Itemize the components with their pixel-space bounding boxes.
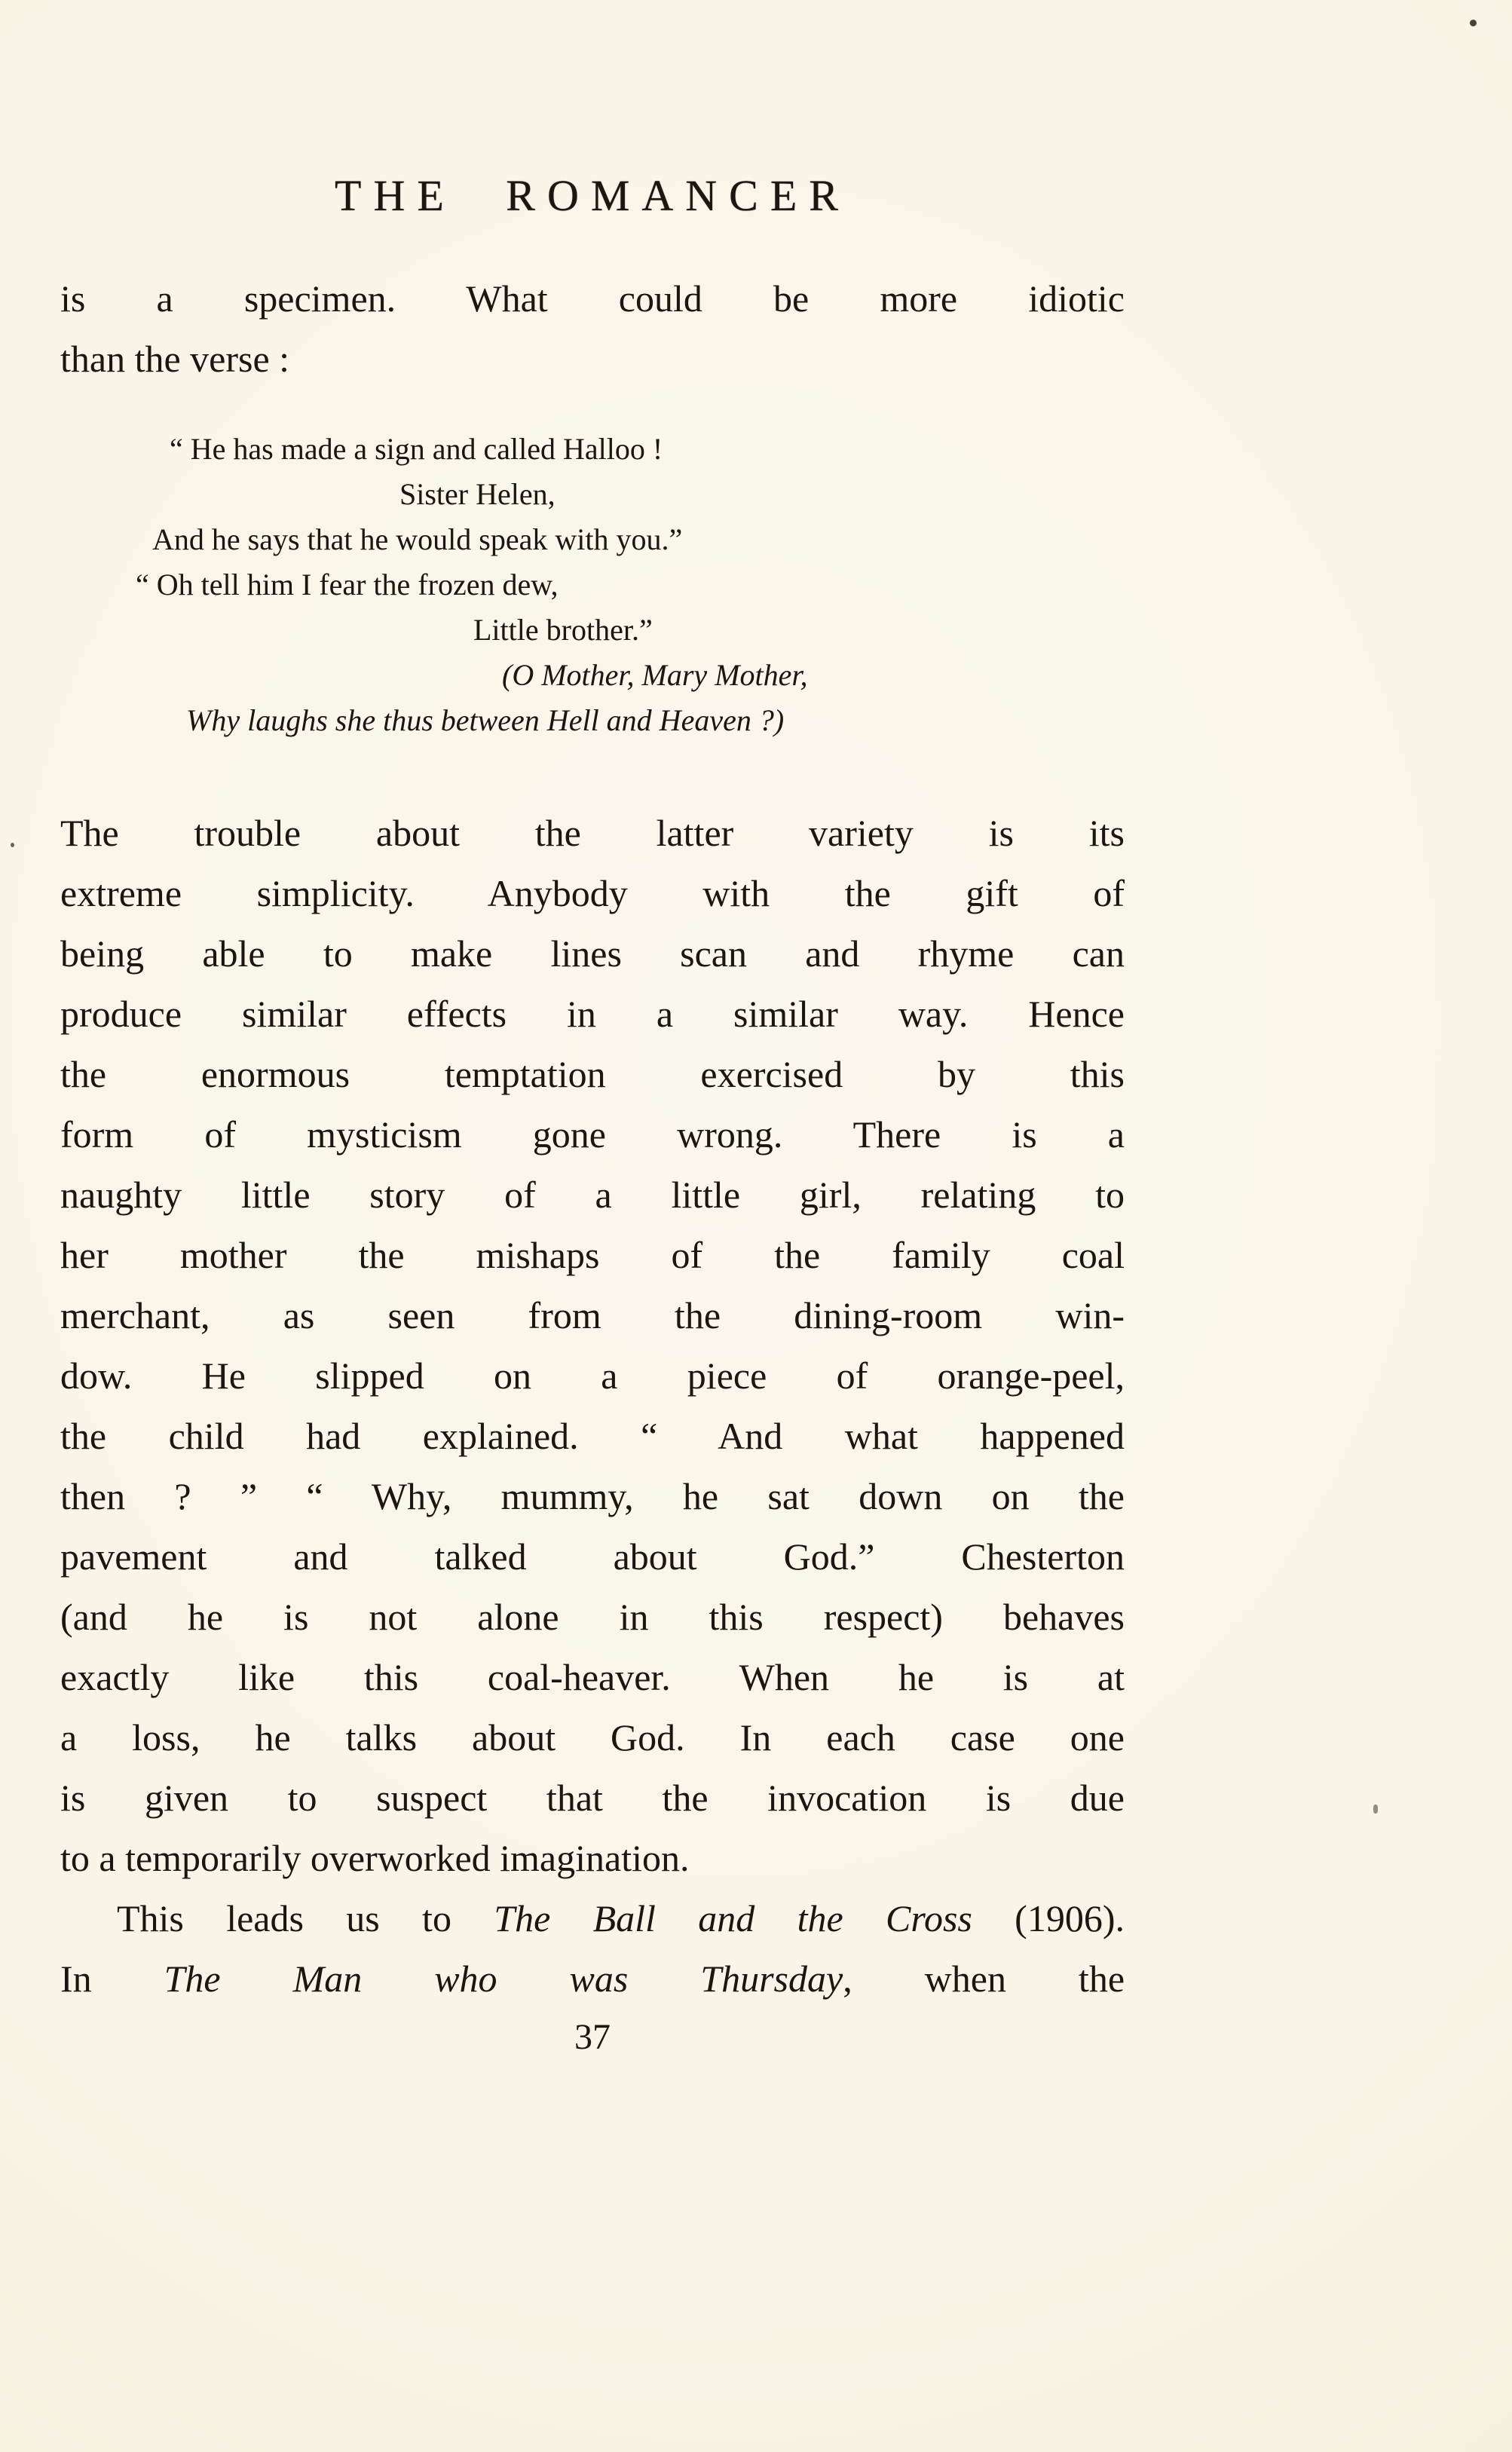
- text-line: is a specimen. What could be more idiotic: [60, 277, 1125, 320]
- page-header-title: THE ROMANCER: [335, 171, 850, 220]
- verse-line: And he says that he would speak with you.”: [152, 522, 683, 556]
- paragraph-main: [60, 803, 1125, 1888]
- text-line: the child had explained. “ And what happened: [60, 1415, 1125, 1457]
- text-line: [60, 1888, 1125, 1948]
- verse-line-attribution: (O Mother, Mary Mother,: [502, 658, 808, 692]
- text-line: her mother the mishaps of the family coal: [60, 1234, 1125, 1276]
- text-line: form of mysticism gone wrong. There is a: [60, 1113, 1125, 1156]
- text-line: produce similar effects in a similar way. Hence: [60, 993, 1125, 1035]
- text-line: exactly like this coal-heaver. When he is at: [60, 1656, 1125, 1698]
- text-line: is given to suspect that the invocation is due: [60, 1777, 1125, 1819]
- paragraph-closing: [60, 1888, 1125, 2009]
- text-segment: This leads us to: [117, 1897, 494, 1939]
- text-line: being able to make lines scan and rhyme can: [60, 932, 1125, 975]
- paragraph-intro: [60, 268, 1125, 389]
- verse-line: Little brother.”: [473, 613, 653, 647]
- page-number: 37: [574, 2017, 611, 2057]
- book-title-italic: The Man who was Thursday: [164, 1958, 843, 2000]
- book-title-italic: The Ball and the Cross: [494, 1897, 972, 1939]
- text-line: to a temporarily overworked imagination.: [60, 1837, 690, 1879]
- verse-quotation: [60, 427, 1125, 743]
- text-line: the enormous temptation exercised by this: [60, 1053, 1125, 1095]
- verse-line-attribution: Why laughs she thus between Hell and Heaven ?): [186, 703, 785, 737]
- scan-artifact-speck: [1373, 1805, 1378, 1814]
- verse-line: “ He has made a sign and called Halloo !: [170, 432, 663, 466]
- text-line: The trouble about the latter variety is its: [60, 812, 1125, 854]
- text-line: naughty little story of a little girl, relating to: [60, 1174, 1125, 1216]
- text-line: dow. He slipped on a piece of orange-peel,: [60, 1355, 1125, 1397]
- text-segment: In: [60, 1958, 164, 2000]
- text-line: [60, 1948, 1125, 2009]
- scan-artifact-speck: [11, 843, 14, 847]
- text-line: (and he is not alone in this respect) behaves: [60, 1596, 1125, 1638]
- text-segment: (1906).: [972, 1897, 1125, 1939]
- text-line: than the verse :: [60, 338, 290, 380]
- text-line: pavement and talked about God.” Chesterton: [60, 1535, 1125, 1578]
- scan-artifact-speck: [1470, 20, 1477, 26]
- text-segment: , when the: [843, 1958, 1125, 2000]
- verse-line: “ Oh tell him I fear the frozen dew,: [136, 568, 559, 602]
- text-line: then ? ” “ Why, mummy, he sat down on the: [60, 1475, 1125, 1517]
- text-line: a loss, he talks about God. In each case one: [60, 1716, 1125, 1759]
- text-line: merchant, as seen from the dining-room win-: [60, 1294, 1125, 1336]
- text-line: extreme simplicity. Anybody with the gift of: [60, 872, 1125, 914]
- verse-line: Sister Helen,: [399, 477, 556, 511]
